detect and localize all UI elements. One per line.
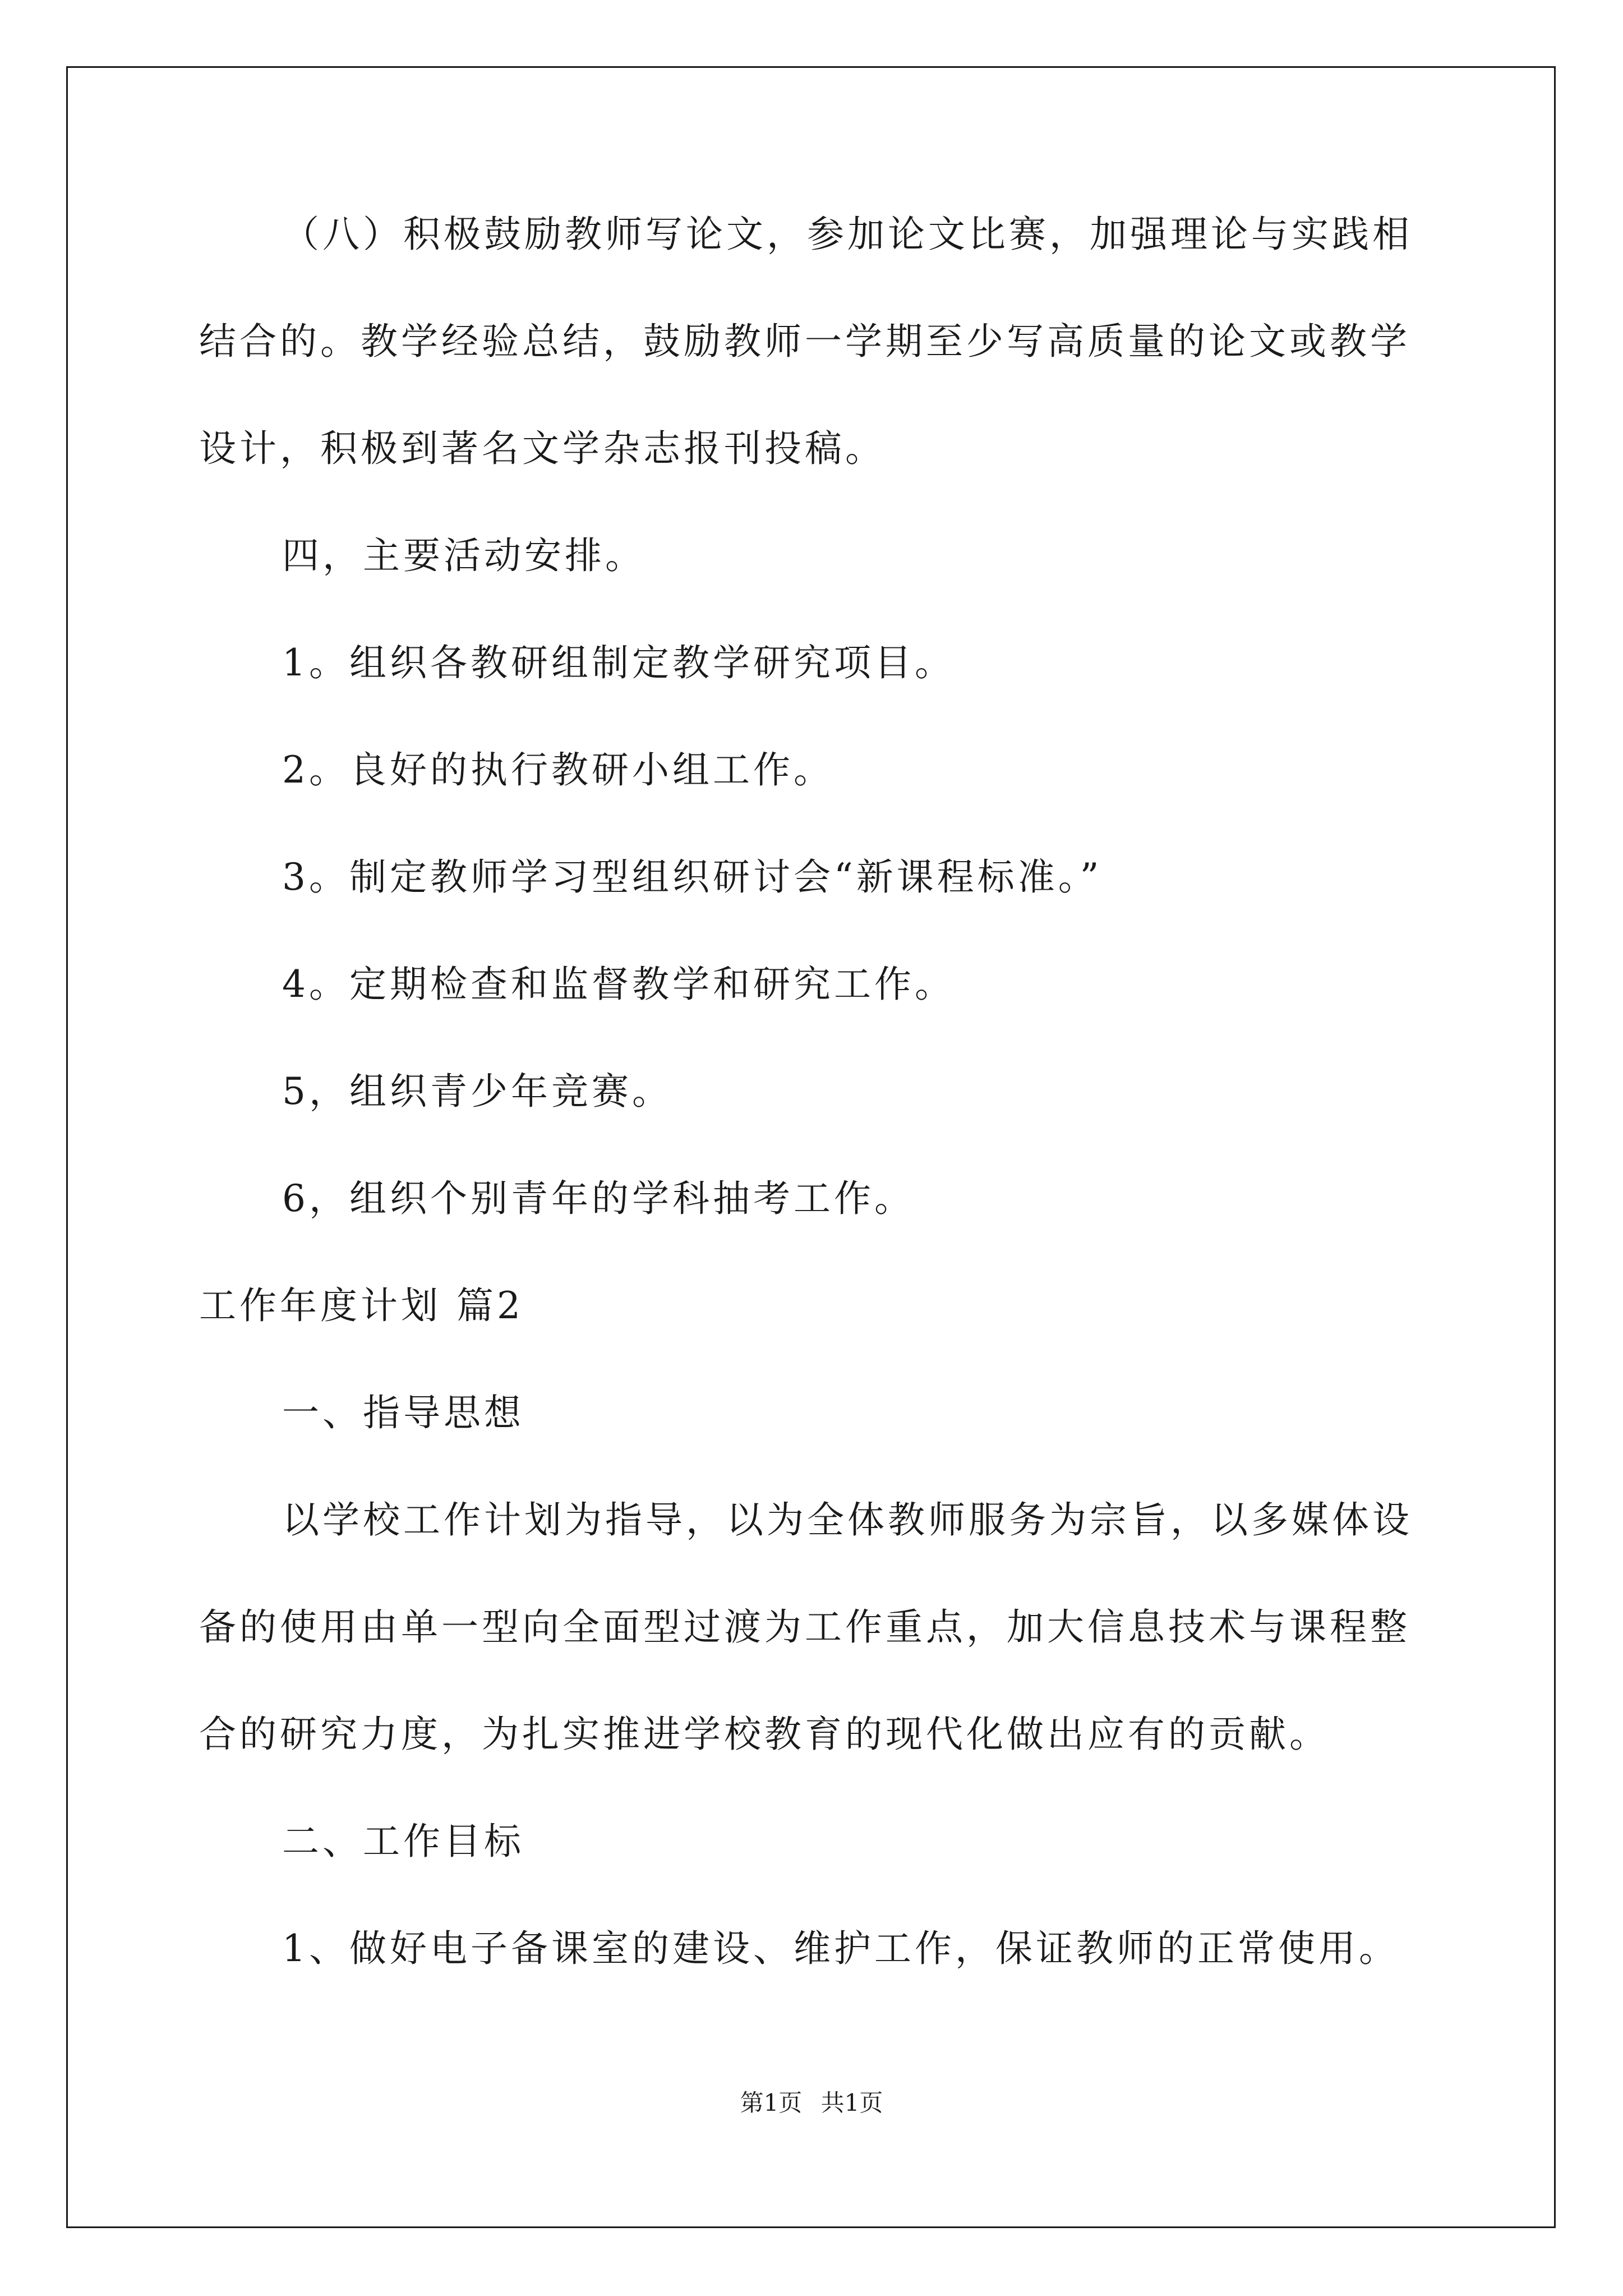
list-item-4: 4。定期检查和监督教学和研究工作。 [282,963,955,1006]
list-item-6: 6，组织个别青年的学科抽考工作。 [282,1177,915,1220]
page-number: 第1页 [740,2089,803,2116]
list-item-3: 3。制定教师学习型组织研讨会“新课程标准。” [282,855,1103,899]
list-item-5: 5，组织青少年竞赛。 [282,1070,672,1113]
section-title: 工作年度计划 篇2 [199,1284,524,1327]
total-pages: 共1页 [820,2089,883,2116]
page-footer [0,2085,1623,2118]
paragraph-guiding-line-1: 以学校工作计划为指导，以为全体教师服务为宗旨，以多媒体设 [282,1498,1413,1542]
paragraph-line-1: （八）积极鼓励教师写论文，参加论文比赛，加强理论与实践相 [282,213,1413,256]
heading-guiding-thought: 一、指导思想 [282,1391,524,1434]
heading-work-goals: 二、工作目标 [282,1820,524,1863]
page-border [66,66,1556,2228]
paragraph-guiding-line-2: 备的使用由单一型向全面型过渡为工作重点，加大信息技术与课程整 [199,1605,1410,1649]
goal-item-1: 1、做好电子备课室的建设、维护工作，保证教师的正常使用。 [282,1927,1399,1970]
paragraph-line-3: 设计，积极到著名文学杂志报刊投稿。 [199,427,886,470]
paragraph-guiding-line-3: 合的研究力度，为扎实推进学校教育的现代化做出应有的贡献。 [199,1713,1330,1756]
heading-main-activities: 四，主要活动安排。 [282,534,645,577]
list-item-2: 2。良好的执行教研小组工作。 [282,748,834,792]
paragraph-line-2: 结合的。教学经验总结，鼓励教师一学期至少写高质量的论文或教学 [199,320,1410,363]
list-item-1: 1。组织各教研组制定教学研究项目。 [282,641,955,684]
